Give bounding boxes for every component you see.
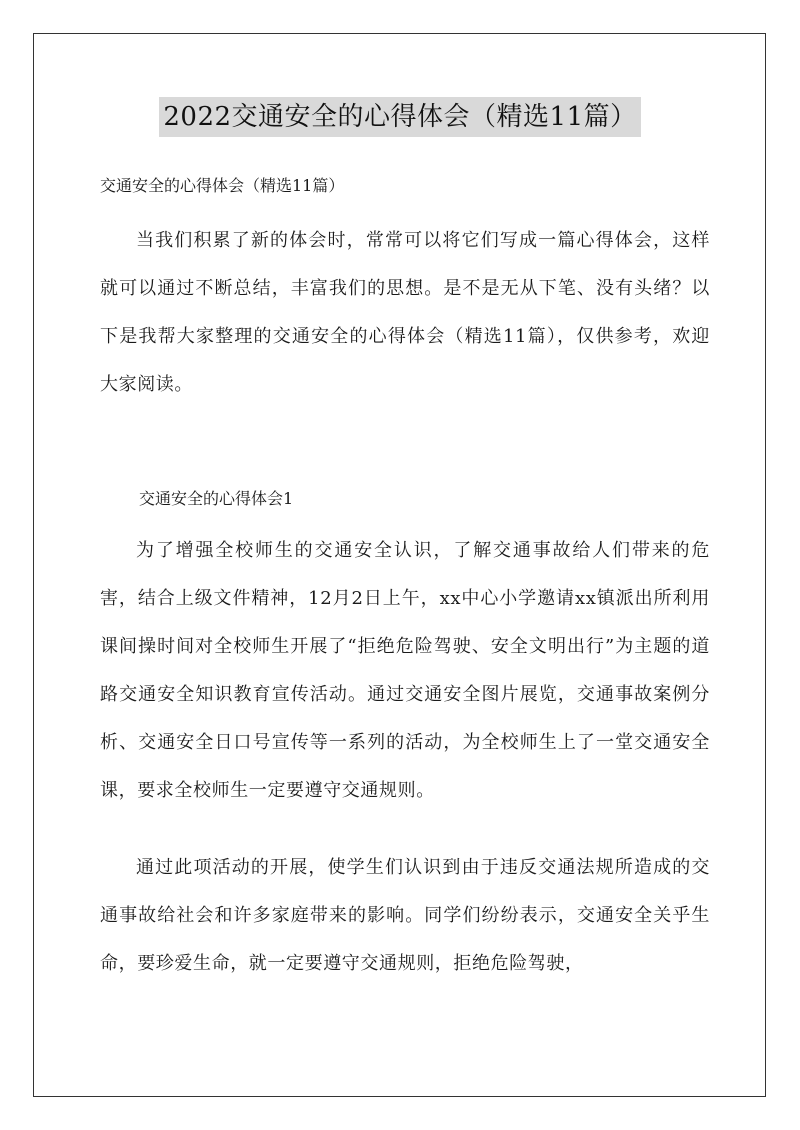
body-paragraph-2: 通过此项活动的开展，使学生们认识到由于违反交通法规所造成的交通事故给社会和许多家庭带来的影响。同学们纷纷表示，交通安全关乎生命，要珍爱生命，就一定要遵守交通规则，拒绝危险驾驶，	[100, 857, 710, 974]
intro-paragraph: 当我们积累了新的体会时，常常可以将它们写成一篇心得体会，这样就可以通过不断总结，丰富我们的思想。是不是无从下笔、没有头绪？以下是我帮大家整理的交通安全的心得体会（精选11篇），仅供参考，欢迎大家阅读。	[100, 230, 710, 395]
title-container	[0, 97, 800, 137]
document-subtitle: 交通安全的心得体会（精选11篇）	[100, 176, 345, 195]
body-paragraph-1: 为了增强全校师生的交通安全认识，了解交通事故给人们带来的危害，结合上级文件精神，12月2日上午，xx中心小学邀请xx镇派出所利用课间操时间对全校师生开展了“拒绝危险驾驶、安全文明出行”为主题的道路交通安全知识教育宣传活动。通过交通安全图片展览，交通事故案例分析、交通安全日口号宣传等一系列的活动，为全校师生上了一堂交通安全课，要求全校师生一定要遵守交通规则。	[100, 540, 710, 801]
section-heading: 交通安全的心得体会1	[139, 489, 294, 508]
document-title: 2022交通安全的心得体会（精选11篇）	[159, 97, 640, 137]
